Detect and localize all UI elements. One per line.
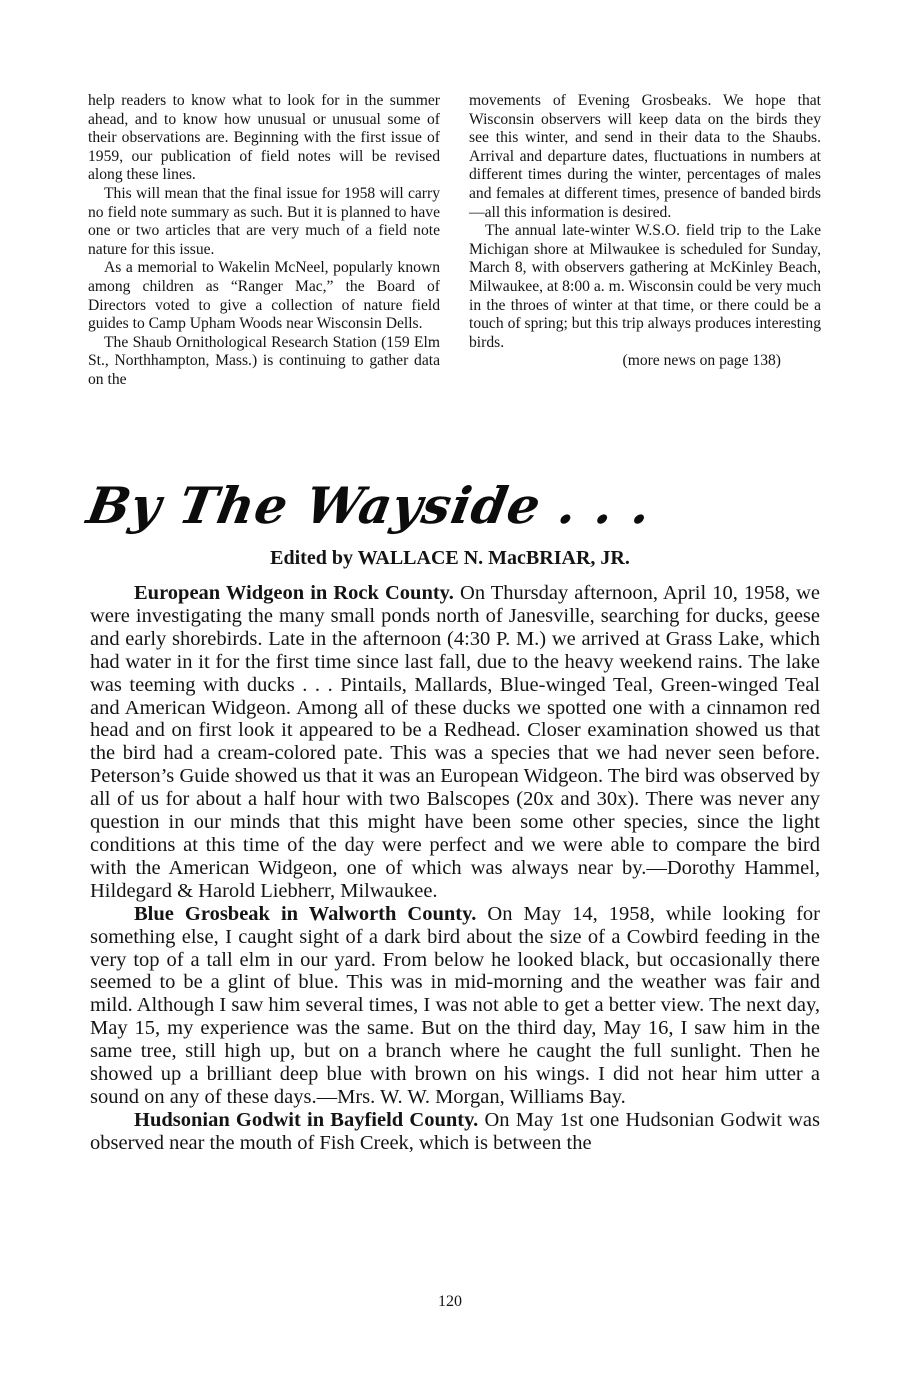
- more-news-note: (more news on page 138): [622, 352, 781, 370]
- left-paragraph-2: This will mean that the final issue for 1958 will carry no field note summary as such. But it is planned to have one or two articles that are very much of a field note nature for this issue.: [88, 184, 440, 258]
- section-title: By The Wayside . . .: [82, 476, 657, 535]
- right-column: [469, 92, 821, 371]
- article-heading: European Widgeon in Rock County.: [134, 582, 454, 604]
- articles: [90, 582, 820, 1155]
- left-paragraph-1: help readers to know what to look for in the summer ahead, and to know how unusual or unusual some of their observations are. Beginning with the first issue of 1959, our publication of field notes will be revised along these lines.: [88, 92, 440, 184]
- page-number: 120: [438, 1293, 462, 1310]
- article-heading: Hudsonian Godwit in Bayfield County.: [134, 1108, 479, 1131]
- article-body: On May 14, 1958, while looking for something else, I caught sight of a dark bird about the size of a Cowbird feeding in the very top of a tall elm in our yard. From below he looked black, but occasionally there seemed to be a glint of blue. This was in mid-morning and the weather was fair and mild. Although I saw him several times, I was not able to get a better view. The next day, May 15, my experience was the same. But on the third day, May 16, I saw him in the same tree, still high up, but on a branch where he caught the full sunlight. Then he showed up a brilliant deep blue with brown on his wings. I did not hear him utter a sound on any of these days.—Mrs. W. W. Morgan, Williams Bay.: [90, 902, 820, 1108]
- right-paragraph-1: movements of Evening Grosbeaks. We hope that Wisconsin observers will keep data on the birds they see this winter, and send in their data to the Shaubs. Arrival and departure dates, fluctuations in numbers at different times during the winter, percentages of males and females at different times, presence of banded birds—all this information is desired.: [469, 92, 821, 221]
- article-hudsonian-godwit: [90, 1109, 820, 1155]
- byline: Edited by WALLACE N. MacBRIAR, JR.: [270, 547, 630, 569]
- left-paragraph-4: The Shaub Ornithological Research Station (159 Elm St., Northhampton, Mass.) is continuing to gather data on the: [88, 333, 440, 388]
- right-paragraph-2: The annual late-winter W.S.O. field trip to the Lake Michigan shore at Milwaukee is scheduled for Sunday, March 8, with observers gathering at McKinley Beach, Milwaukee, at 8:00 a. m. Wisconsin could be very much in the throes of winter at that time, or there could be a touch of spring; but this trip always produces interesting birds.: [469, 222, 821, 351]
- article-blue-grosbeak: [90, 903, 820, 1109]
- article-body: On May 1st one Hudsonian Godwit was observed near the mouth of Fish Creek, which is between the: [90, 1108, 820, 1154]
- article-european-widgeon: [90, 582, 820, 903]
- left-paragraph-3: As a memorial to Wakelin McNeel, popularly known among children as “Ranger Mac,” the Board of Directors voted to give a collection of nature field guides to Camp Upham Woods near Wisconsin Dells.: [88, 259, 440, 333]
- article-heading: Blue Grosbeak in Walworth County.: [134, 902, 477, 925]
- article-body: On Thursday afternoon, April 10, 1958, we were investigating the many small ponds north of Janesville, searching for ducks, geese and early shorebirds. Late in the afternoon (4:30 P. M.) we arrived at Grass Lake, which had water in it for the first time since last fall, due to the heavy weekend rains. The lake was teeming with ducks . . . Pintails, Mallards, Blue-winged Teal, Green-winged Teal and American Widgeon. Among all of these ducks we spotted one with a cinnamon red head and on first look it appeared to be a Redhead. Closer examination showed us that the bird had a cream-colored pate. This was a species that we had never seen before. Peterson’s Guide showed us that it was an European Widgeon. The bird was observed by all of us for about a half hour with two Balscopes (20x and 30x). There was never any question in our minds that this might have been some other species, since the light conditions at this time of the day were perfect and we were able to compare the bird with the American Widgeon, one of which was always near by.—Dorothy Hammel, Hildegard & Harold Liebherr, Milwaukee.: [90, 582, 821, 902]
- left-column: [88, 92, 440, 390]
